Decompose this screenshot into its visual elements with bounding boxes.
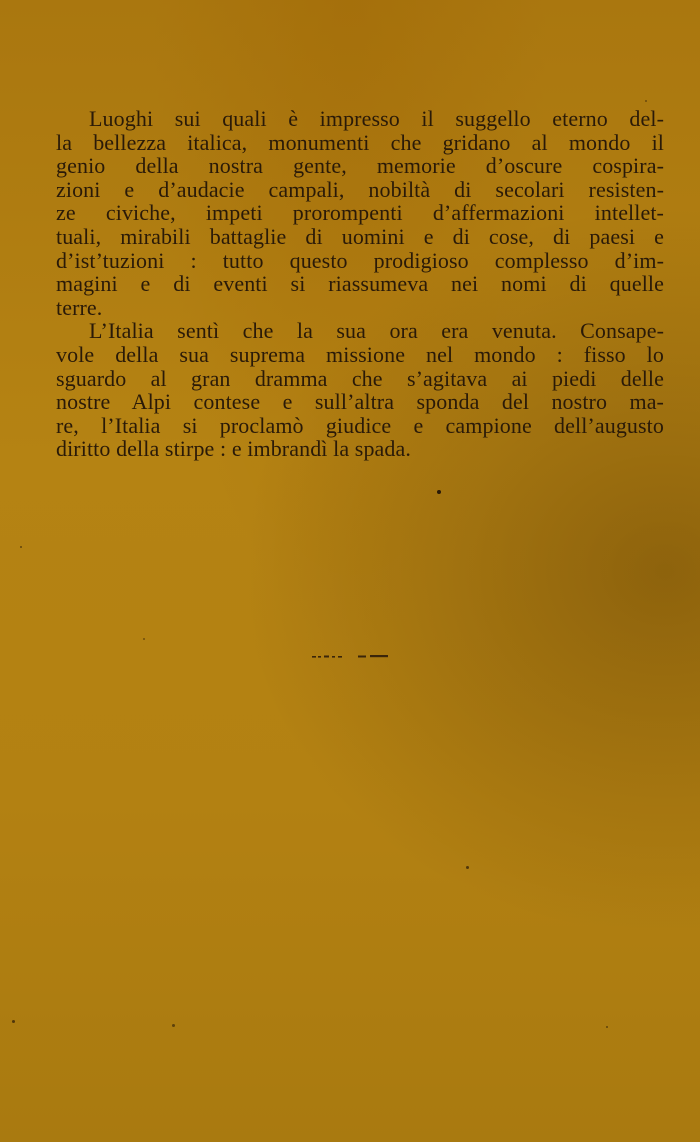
- text-line: ze civiche, impeti prorompenti d’affermazioni intellet-: [56, 200, 664, 226]
- text-line: diritto della stirpe : e imbrandì la spada.: [56, 436, 411, 462]
- text-line: terre.: [56, 294, 103, 320]
- text-line: re, l’Italia si proclamò giudice e campione dell’augusto: [56, 412, 664, 438]
- paragraph-1: [56, 107, 664, 319]
- text-line: sguardo al gran dramma che s’agitava ai piedi delle: [56, 365, 664, 391]
- text-line: L’Italia sentì che la sua ora era venuta. Consape-: [89, 318, 664, 344]
- paper-speck: [12, 1020, 15, 1023]
- section-divider-ornament: [308, 648, 394, 662]
- paper-speck: [172, 1024, 175, 1027]
- paper-speck: [645, 100, 647, 102]
- text-line: nostre Alpi contese e sull’altra sponda del nostro ma-: [56, 389, 664, 415]
- body-text: [56, 107, 664, 461]
- paragraph-2: [56, 319, 664, 461]
- text-line: la bellezza italica, monumenti che gridano al mondo il: [56, 129, 664, 155]
- paper-speck: [606, 1026, 608, 1028]
- text-line: tuali, mirabili battaglie di uomini e di cose, di paesi e: [56, 223, 664, 249]
- text-line: genio della nostra gente, memorie d’oscure cospira-: [56, 153, 664, 179]
- paper-speck: [466, 866, 469, 869]
- text-line: Luoghi sui quali è impresso il suggello eterno del-: [89, 106, 664, 131]
- text-line: magini e di eventi si riassumeva nei nomi di quelle: [56, 271, 664, 297]
- paper-speck: [20, 546, 22, 548]
- text-line: vole della sua suprema missione nel mondo : fisso lo: [56, 341, 664, 367]
- text-line: d’ist’tuzioni : tutto questo prodigioso complesso d’im-: [56, 247, 664, 273]
- paper-speck: [143, 638, 145, 640]
- text-line: zioni e d’audacie campali, nobiltà di secolari resisten-: [56, 176, 664, 202]
- paper-speck: [437, 490, 441, 494]
